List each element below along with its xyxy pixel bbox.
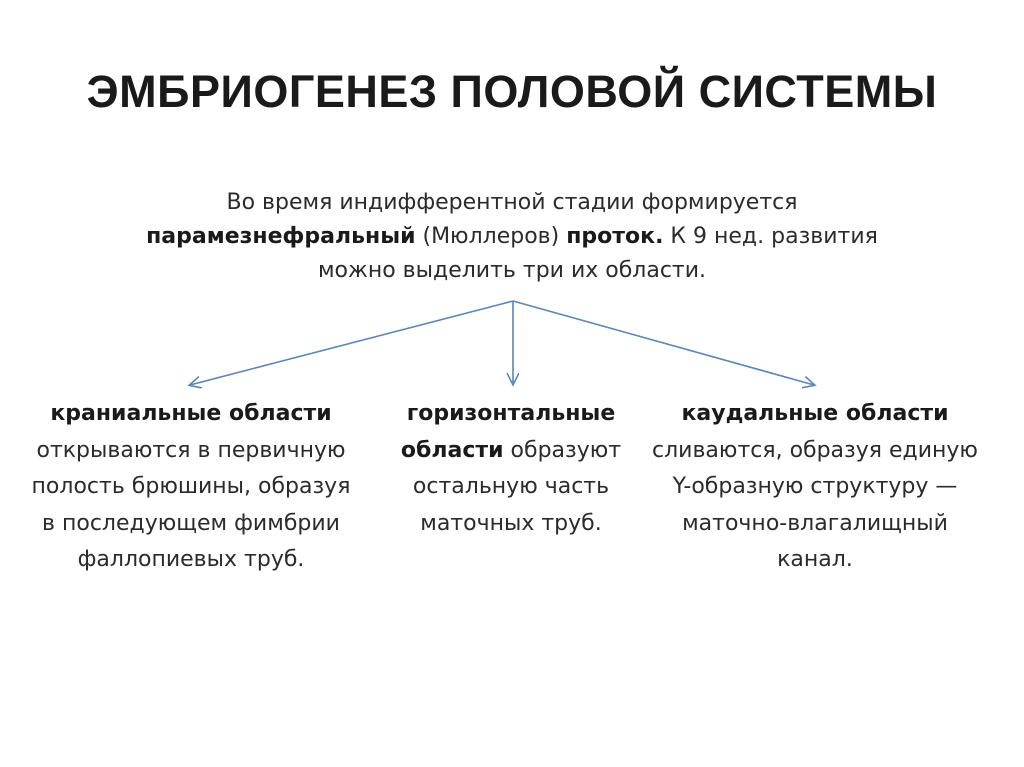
intro-text-3: К 9 нед. развития можно выделить три их области. [317,224,878,283]
region-cranial-text: открываются в первичную полость брюшины, образуя в последующем фимбрии фаллопиевых труб. [31,437,351,572]
region-caudal [652,396,978,579]
region-cranial-heading: краниальные области [50,401,332,426]
region-caudal-text: сливаются, образуя единую Y-образную структуру — маточно-влагалищный канал. [652,437,978,572]
region-horizontal-text: образуют остальную часть маточных труб. [412,437,622,536]
arrow-to-caudal [513,301,814,385]
intro-text-1: Во время индифферентной стадии формируется [226,190,798,215]
region-horizontal-heading: горизонтальные области [400,401,616,463]
arrow-to-cranial [190,301,513,385]
slide-title: ЭМБРИОГЕНЕЗ ПОЛОВОЙ СИСТЕМЫ [86,66,938,117]
region-horizontal [370,396,652,542]
region-cranial [22,396,360,579]
intro-bold-term-duct-type: парамезнефральный [146,224,416,249]
region-caudal-heading: каудальные области [681,401,949,426]
intro-text-2: (Мюллеров) [415,224,567,249]
intro-bold-term-duct: проток. [566,224,664,249]
